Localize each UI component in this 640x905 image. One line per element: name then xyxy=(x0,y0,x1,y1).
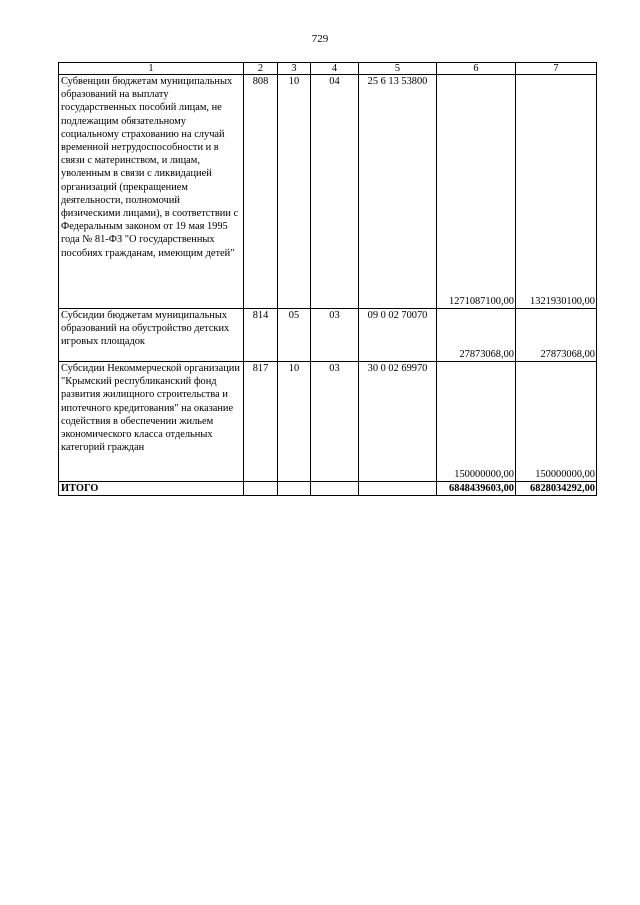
column-header-6: 6 xyxy=(437,63,516,75)
header-row xyxy=(59,63,597,75)
target-article-code: 09 0 02 70070 xyxy=(359,309,437,362)
amount-col-6: 27873068,00 xyxy=(437,309,516,362)
target-article-code: 30 0 02 69970 xyxy=(359,362,437,482)
empty-cell xyxy=(278,482,311,496)
section-code: 10 xyxy=(278,362,311,482)
row-description: Субвенции бюджетам муниципальных образований на выплату государственных пособий лицам, не подлежащим обязательному социальному страхованию на случай временной нетрудоспособности и в связи с материнством, и лицам, уволенным в связи с ликвидацией организаций (прекращением деятельности, полномочий физическими лицами), в соответствии с Федеральным законом от 19 мая 1995 года № 81-ФЗ "О государственных пособиях гражданам, имеющим детей" xyxy=(59,75,244,309)
budget-table xyxy=(58,62,597,496)
amount-col-7: 150000000,00 xyxy=(516,362,597,482)
column-header-3: 3 xyxy=(278,63,311,75)
section-code: 05 xyxy=(278,309,311,362)
table-row xyxy=(59,309,597,362)
row-description: Субсидии бюджетам муниципальных образований на обустройство детских игровых площадок xyxy=(59,309,244,362)
table-row xyxy=(59,362,597,482)
column-header-4: 4 xyxy=(311,63,359,75)
subsection-code: 03 xyxy=(311,309,359,362)
empty-cell xyxy=(311,482,359,496)
page-number: 729 xyxy=(311,33,329,45)
empty-cell xyxy=(244,482,278,496)
section-code: 10 xyxy=(278,75,311,309)
target-article-code: 25 6 13 53800 xyxy=(359,75,437,309)
row-description: Субсидии Некоммерческой организации "Крымский республиканский фонд развития жилищного строительства и ипотечного кредитования" на оказание содействия в обеспечении жильем экономического класса отдельных категорий граждан xyxy=(59,362,244,482)
total-amount-col-6: 6848439603,00 xyxy=(437,482,516,496)
subsection-code: 04 xyxy=(311,75,359,309)
ministry-code: 814 xyxy=(244,309,278,362)
total-amount-col-7: 6828034292,00 xyxy=(516,482,597,496)
column-header-5: 5 xyxy=(359,63,437,75)
column-header-1: 1 xyxy=(59,63,244,75)
amount-col-7: 1321930100,00 xyxy=(516,75,597,309)
ministry-code: 817 xyxy=(244,362,278,482)
ministry-code: 808 xyxy=(244,75,278,309)
amount-col-7: 27873068,00 xyxy=(516,309,597,362)
empty-cell xyxy=(359,482,437,496)
column-header-2: 2 xyxy=(244,63,278,75)
total-row xyxy=(59,482,597,496)
amount-col-6: 150000000,00 xyxy=(437,362,516,482)
table-row xyxy=(59,75,597,309)
amount-col-6: 1271087100,00 xyxy=(437,75,516,309)
column-header-7: 7 xyxy=(516,63,597,75)
total-label: ИТОГО xyxy=(59,482,244,496)
subsection-code: 03 xyxy=(311,362,359,482)
